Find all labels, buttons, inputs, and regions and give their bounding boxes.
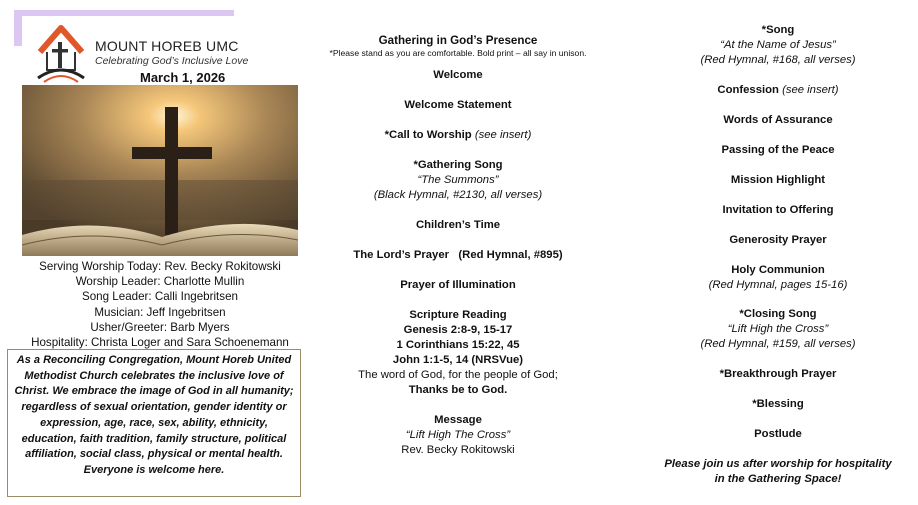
worship-leaders-list	[10, 259, 310, 350]
leader-line: Song Leader: Calli Ingebritsen	[82, 290, 238, 304]
communion-ref: (Red Hymnal, pages 15-16)	[708, 279, 848, 291]
gathering-song: *Gathering Song	[413, 159, 503, 171]
church-tagline: Celebrating God’s Inclusive Love	[95, 55, 249, 67]
holy-communion: Holy Communion	[731, 264, 825, 276]
message-speaker: Rev. Becky Rokitowski	[401, 444, 515, 456]
song-ref: (Red Hymnal, #168, all verses)	[700, 54, 856, 66]
church-logo-icon	[34, 22, 88, 84]
scripture-reading: 1 Corinthians 15:22, 45	[396, 339, 520, 351]
song-title: “At the Name of Jesus”	[720, 39, 836, 51]
church-name: MOUNT HOREB UMC	[95, 38, 239, 54]
corner-accent-top	[14, 10, 234, 16]
scripture-heading: Scripture Reading	[409, 309, 507, 321]
invitation-to-offering: Invitation to Offering	[722, 204, 834, 216]
message: Message	[434, 414, 482, 426]
response-line: Thanks be to God.	[408, 384, 508, 396]
blessing: *Blessing	[752, 398, 804, 410]
scripture-reading: Genesis 2:8-9, 15-17	[403, 324, 513, 336]
mission-highlight: Mission Highlight	[730, 174, 826, 186]
reconciling-statement: As a Reconciling Congregation, Mount Horeb United Methodist Church celebrates the inclusive love of Christ. We embrace the image of God in all humanity; regardless of sexual orientation, gender identity or expression, age, race, sex, ability, ethnicity, education, faith tradition, family structure, political affiliation, social class, physical or mental health. Everyone is welcome here.	[7, 349, 301, 497]
service-date: March 1, 2026	[140, 70, 226, 85]
word-of-god-line: The word of God, for the people of God;	[358, 369, 558, 381]
prayer-of-illumination: Prayer of Illumination	[400, 279, 516, 291]
leader-line: Serving Worship Today: Rev. Becky Rokitowski	[39, 260, 281, 273]
passing-of-peace: Passing of the Peace	[721, 144, 835, 156]
confession-label: Confession	[717, 84, 779, 96]
cross-sunset-photo	[22, 85, 298, 256]
postlude: Postlude	[754, 428, 802, 440]
breakthrough-prayer: *Breakthrough Prayer	[719, 368, 837, 380]
message-title: “Lift High The Cross”	[405, 429, 511, 441]
welcome-statement: Welcome Statement	[404, 99, 512, 111]
gathering-song-ref: (Black Hymnal, #2130, all verses)	[373, 189, 543, 201]
song: *Song	[761, 24, 795, 36]
leader-line: Usher/Greeter: Barb Myers	[90, 320, 230, 334]
generosity-prayer: Generosity Prayer	[729, 234, 827, 246]
confession-note: (see insert)	[782, 84, 839, 96]
gathering-song-title: “The Summons”	[417, 174, 499, 186]
welcome: Welcome	[433, 69, 483, 81]
order-of-worship-part1	[316, 0, 600, 505]
section-heading: Gathering in God’s Presence	[378, 34, 538, 47]
call-to-worship	[316, 128, 600, 143]
left-panel	[0, 0, 318, 505]
closing-song: *Closing Song	[739, 308, 817, 320]
confession	[643, 83, 913, 98]
leader-line: Worship Leader: Charlotte Mullin	[75, 275, 245, 289]
hospitality-location: in the Gathering Space!	[714, 473, 842, 485]
call-to-worship-label: *Call to Worship	[384, 129, 472, 141]
leader-line: Musician: Jeff Ingebritsen	[94, 305, 226, 319]
scripture-reading: John 1:1-5, 14 (NRSVue)	[392, 354, 524, 366]
corner-accent-left	[14, 10, 22, 46]
closing-song-ref: (Red Hymnal, #159, all verses)	[700, 338, 856, 350]
call-to-worship-note: (see insert)	[474, 129, 532, 141]
words-of-assurance: Words of Assurance	[723, 114, 833, 126]
closing-song-title: “Lift High the Cross”	[727, 323, 829, 335]
standing-note: *Please stand as you are comfortable. Bold print – all say in unison.	[329, 48, 587, 58]
childrens-time: Children’s Time	[415, 219, 501, 231]
lords-prayer: The Lord’s Prayer (Red Hymnal, #895)	[353, 249, 563, 261]
order-of-worship-part2	[643, 0, 913, 505]
leader-line: Hospitality: Christa Loger and Sara Schoenemann	[31, 336, 289, 350]
hospitality-invite: Please join us after worship for hospitality	[664, 458, 892, 470]
